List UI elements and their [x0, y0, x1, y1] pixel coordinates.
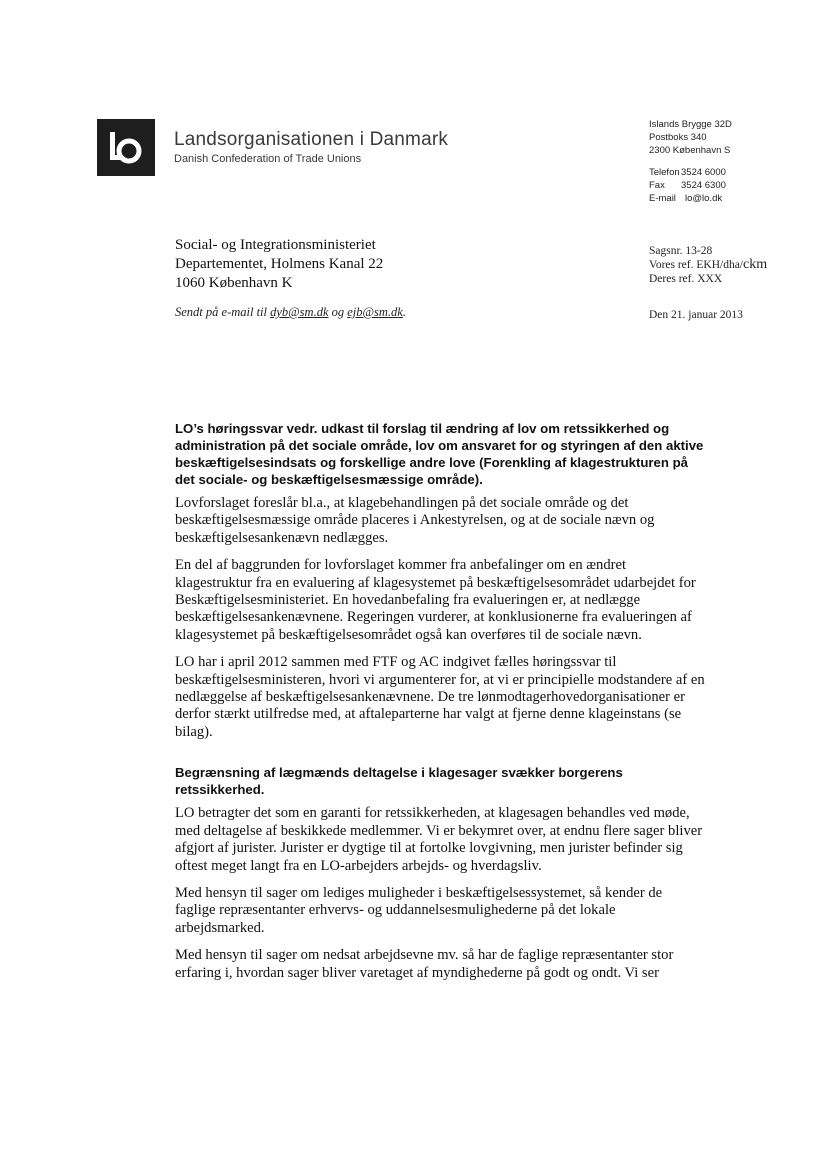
phone-label: Telefon: [649, 167, 680, 178]
address-line: Islands Brygge 32D: [649, 119, 732, 130]
reference-block: [649, 244, 767, 286]
body-paragraph: Med hensyn til sager om lediges muligheder i beskæftigelsessystemet, så kender de faglige repræsentanter erhvervs- og uddannelsesmulighederne på det lokale arbejdsmarked.: [175, 884, 663, 936]
sent-via-email-line: [175, 305, 406, 320]
body-paragraph: LO har i april 2012 sammen med FTF og AC indgivet fælles høringssvar til beskæftigelsesministeren, hvori vi argumenterer for, at vi er principielle modstandere af en nedlæggelse af beskæftigelsesankenævnene. De tre lønmodtagerhovedorganisationer er derfor stærkt utilfredse med, at aftaleparterne har valgt at fjerne denne klageinstans (se bilag).: [175, 654, 705, 740]
recipient-line: Social- og Integrationsministeriet: [175, 237, 376, 253]
case-number: Sagsnr. 13-28: [649, 245, 713, 257]
contact-block: [649, 118, 732, 205]
fax-label: Fax: [649, 180, 665, 191]
email-link[interactable]: ejb@sm.dk: [347, 305, 403, 319]
email-value[interactable]: lo@lo.dk: [685, 193, 723, 204]
address-line: Postboks 340: [649, 132, 707, 143]
body-paragraph: Med hensyn til sager om nedsat arbejdsevne mv. så har de faglige repræsentanter stor erfaring i, hvordan sager bliver varetaget af myndighederne på godt og ondt. Vi ser: [175, 947, 674, 981]
sent-prefix: Sendt på e-mail til: [175, 305, 271, 319]
our-reference: [649, 258, 767, 272]
organization-subtitle: Danish Confederation of Trade Unions: [174, 153, 362, 165]
letter-heading: LO’s høringssvar vedr. udkast til forslag til ændring af lov om retssikkerhed og administration på det sociale område, lov om ansvaret for og styringen af den aktive beskæftigelsesindsats og forskellige andre love (Forenkling af klagestrukturen på det sociale- og beskæftigelsesmæssige område).: [175, 421, 704, 487]
body-paragraph: En del af baggrunden for lovforslaget kommer fra anbefalinger om en ændret klagestruktur fra en evaluering af klagesystemet på beskæftigelsesområdet udarbejdet for Beskæftigelsesministeriet. En hovedanbefaling fra evalueringen er, at nedlægge beskæftigelsesankenævnene. Regeringen vurderer, at konklusionerne fra evalueringen af klagesystemet på beskæftigelsesområdet også kan overføres til de sociale nævn.: [175, 557, 696, 643]
address-line: 2300 København S: [649, 145, 731, 156]
letter-date: Den 21. januar 2013: [649, 309, 743, 321]
our-reference-initials: ckm: [743, 257, 768, 272]
lo-logo-mark: [97, 119, 155, 176]
email-row: [649, 192, 732, 205]
their-reference: Deres ref. XXX: [649, 273, 723, 285]
body-paragraph: Lovforslaget foreslår bl.a., at klagebehandlingen på det sociale område og det beskæftigelsesmæssige område placeres i Ankestyrelsen, og at de sociale nævn og beskæftigelsesankenævn nedlægges.: [175, 495, 655, 546]
letter-body: [175, 420, 705, 992]
recipient-address: [175, 236, 383, 293]
section-heading: Begrænsning af lægmænds deltagelse i klagesager svækker borgerens retssikkerhed.: [175, 765, 623, 798]
fax-value: 3524 6300: [681, 180, 726, 191]
recipient-line: 1060 København K: [175, 275, 293, 291]
phone-row: [649, 166, 732, 179]
phone-value: 3524 6000: [681, 167, 726, 178]
email-label: E-mail: [649, 193, 676, 204]
organization-name: Landsorganisationen i Danmark: [174, 129, 449, 150]
recipient-line: Departementet, Holmens Kanal 22: [175, 256, 384, 272]
lo-logo: [97, 119, 155, 176]
body-paragraph: LO betragter det som en garanti for retssikkerheden, at klagesagen behandles ved møde, med deltagelse af beskikkede medlemmer. Vi er bekymret over, at endnu flere sager bliver afgjort af jurister. Jurister er dygtige til at fortolke lovgivning, men jurister befinder sig oftest meget langt fra en LO-arbejders arbejds- og hverdagsliv.: [175, 805, 703, 874]
sent-mid: og: [328, 305, 348, 319]
sent-suffix: .: [402, 305, 406, 319]
email-link[interactable]: dyb@sm.dk: [270, 305, 329, 319]
fax-row: [649, 179, 732, 192]
our-reference-prefix: Vores ref. EKH/dha/: [649, 259, 743, 271]
